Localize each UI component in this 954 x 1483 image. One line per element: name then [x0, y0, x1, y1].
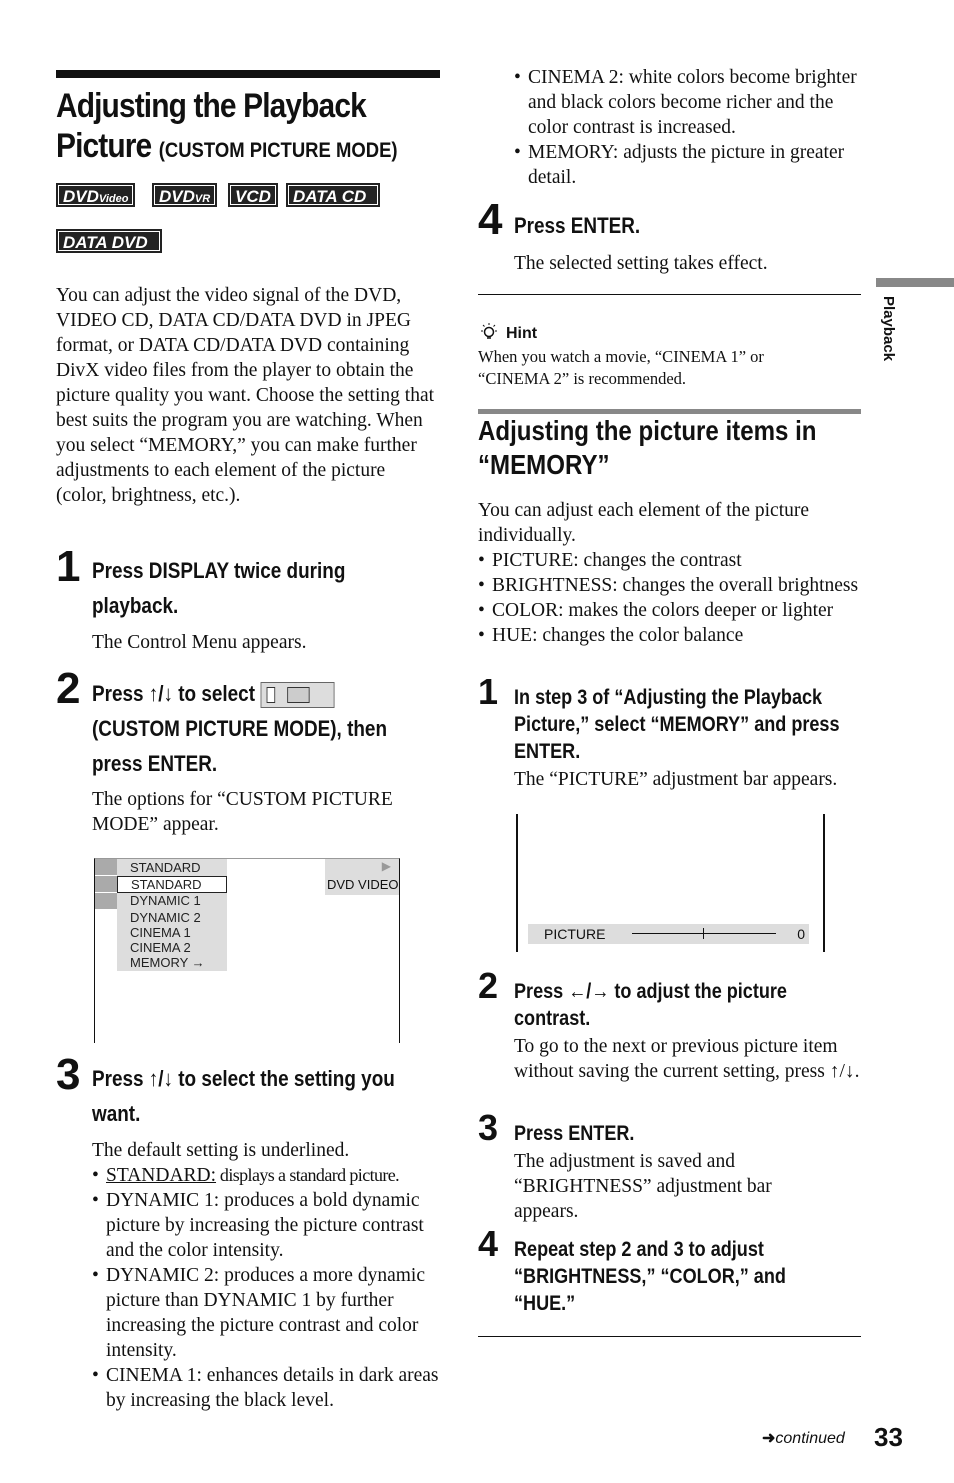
step-number: 3: [478, 1107, 499, 1148]
menu-item[interactable]: MEMORY →: [130, 955, 205, 970]
badge-dvd-video: DVDVideo: [56, 183, 135, 207]
section-heading: Adjusting the picture items in “MEMORY”: [478, 415, 817, 480]
divider: [478, 1336, 861, 1337]
bar-marker[interactable]: [703, 928, 704, 939]
page-title: Adjusting the Playback Picture (CUSTOM PICTURE MODE): [56, 87, 398, 165]
title-rule: [56, 70, 440, 78]
menu-item-selected[interactable]: STANDARD: [117, 876, 227, 893]
menu-item[interactable]: CINEMA 2: [130, 940, 191, 955]
memory-item: • COLOR: makes the colors deeper or lighter: [478, 598, 868, 623]
option-list-cont: [514, 65, 864, 190]
option-item: • STANDARD: displays a standard picture.: [92, 1163, 442, 1188]
badge-dvd-vr: DVDVR: [152, 183, 217, 207]
menu-item[interactable]: DYNAMIC 1: [130, 893, 201, 908]
lightbulb-icon: [478, 322, 500, 344]
memory-item: • BRIGHTNESS: changes the overall brightness: [478, 573, 868, 598]
step-text: The adjustment is saved and “BRIGHTNESS” adjustment bar appears.: [514, 1151, 772, 1222]
menu-square: [95, 876, 117, 892]
play-icon: ▶: [381, 859, 391, 873]
step-title: Press ↑/↓ to select the setting you want.: [92, 1066, 395, 1126]
step-text: The default setting is underlined.: [92, 1140, 350, 1161]
section-intro: You can adjust each element of the picture individually.: [478, 500, 810, 546]
menu-item[interactable]: CINEMA 1: [130, 925, 191, 940]
badge-data-dvd: DATA DVD: [56, 229, 162, 253]
step-number: 1: [478, 671, 499, 712]
arrow-right-icon: ➜: [762, 1430, 776, 1447]
bar-value: 0: [797, 926, 805, 942]
step-text: The Control Menu appears.: [92, 632, 307, 653]
page-subtitle: (CUSTOM PICTURE MODE): [158, 139, 398, 162]
memory-item-list: [478, 548, 868, 648]
option-item: • CINEMA 2: white colors become brighter and black colors become richer and the color contrast is increased.: [514, 65, 864, 140]
step-title: Repeat step 2 and 3 to adjust “BRIGHTNESS,” “COLOR,” and “HUE.”: [514, 1238, 786, 1315]
menu-item[interactable]: DYNAMIC 2: [130, 910, 201, 925]
bar-track: [632, 933, 776, 934]
menu-item[interactable]: STANDARD: [130, 860, 201, 875]
dvd-video-indicator: [325, 859, 399, 895]
step-number: 3: [56, 1050, 81, 1099]
step-number: 1: [56, 542, 81, 591]
continued-indicator: ➜continued: [762, 1430, 845, 1447]
custom-picture-menu: [94, 858, 400, 1043]
divider: [478, 294, 861, 295]
step-title: Press ENTER.: [514, 213, 641, 238]
side-tab-label: Playback: [880, 296, 897, 362]
step-text: The options for “CUSTOM PICTURE MODE” appear.: [92, 789, 393, 835]
step-text: To go to the next or previous picture item without saving the current setting, press ↑/↓.: [514, 1036, 860, 1082]
step-number: 2: [478, 965, 499, 1006]
menu-square: [95, 859, 117, 875]
option-item: • MEMORY: adjusts the picture in greater detail.: [514, 140, 864, 190]
step-title: Press ↑/↓ to select (CUSTOM PICTURE MODE), then press ENTER.: [92, 681, 388, 776]
option-item: • DYNAMIC 1: produces a bold dynamic picture by increasing the picture contrast and the color intensity.: [92, 1188, 442, 1263]
badge-vcd: VCD: [228, 183, 278, 207]
option-item: • CINEMA 1: enhances details in dark areas by increasing the black level.: [92, 1363, 442, 1413]
bar-label: PICTURE: [544, 926, 606, 942]
picture-adjust-bar[interactable]: [528, 924, 809, 944]
memory-item: • PICTURE: changes the contrast: [478, 548, 868, 573]
step-text: The “PICTURE” adjustment bar appears.: [514, 769, 838, 790]
side-tab-bar: [876, 278, 954, 287]
step-number: 4: [478, 1223, 499, 1264]
step-title: In step 3 of “Adjusting the Playback Picture,” select “MEMORY” and press ENTER.: [514, 686, 840, 763]
page-number: 33: [874, 1422, 903, 1452]
step-title: Press ←/→ to adjust the picture contrast.: [514, 980, 787, 1030]
step-number: 2: [56, 664, 81, 713]
step-number: 4: [478, 195, 503, 244]
menu-square: [95, 893, 117, 909]
badge-data-cd: DATA CD: [286, 183, 380, 207]
step-title: Press ENTER.: [514, 1122, 635, 1145]
dvd-video-label: DVD VIDEO: [327, 877, 399, 892]
memory-item: • HUE: changes the color balance: [478, 623, 868, 648]
picture-adjust-bar-screen: [516, 814, 825, 952]
intro-text: You can adjust the video signal of the DVD, VIDEO CD, DATA CD/DATA DVD in JPEG format, or DATA CD/DATA DVD containing DivX video files from the player to obtain the picture quality you want. Choose the setting that best suits the program you are watching. When you select “MEMORY,” you can make further adjustments to each element of the picture (color, brightness, etc.).: [56, 285, 435, 506]
step-text: The selected setting takes effect.: [514, 253, 768, 274]
custom-picture-mode-icon: [260, 682, 334, 708]
hint-label: Hint: [506, 325, 538, 342]
step-title: Press DISPLAY twice during playback.: [92, 558, 346, 618]
option-list: [92, 1163, 442, 1413]
option-item: • DYNAMIC 2: produces a more dynamic picture than DYNAMIC 1 by further increasing the picture contrast and color intensity.: [92, 1263, 442, 1363]
hint-text: When you watch a movie, “CINEMA 1” or “CINEMA 2” is recommended.: [478, 347, 764, 388]
